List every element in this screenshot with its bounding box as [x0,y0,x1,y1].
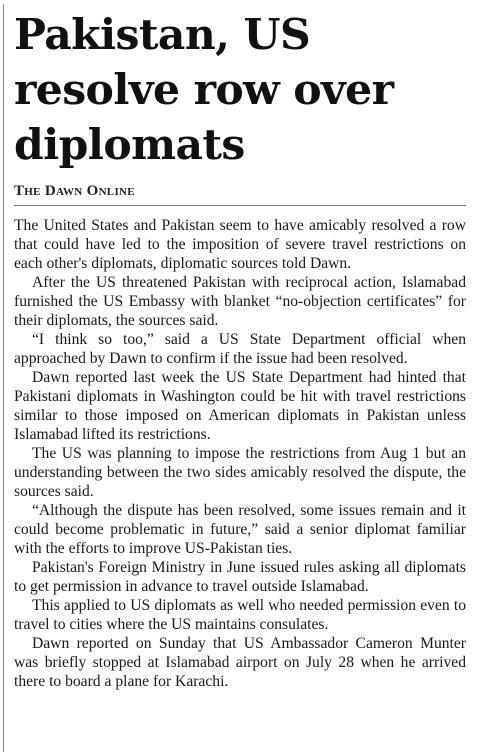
article-paragraph: This applied to US diplomats as well who needed permission even to travel to cities where the US maintains consulates. [14,597,466,633]
article-paragraph: “Although the dispute has been resolved, some issues remain and it could become problematic in future,” said a senior diplomat familiar with the efforts to improve US-Pakistan ties. [14,502,466,557]
column-rule [3,4,4,752]
article-paragraph: The US was planning to impose the restrictions from Aug 1 but an understanding between the two sides amicably resolved the dispute, the sources said. [14,445,466,500]
article-paragraph: After the US threatened Pakistan with reciprocal action, Islamabad furnished the US Embassy with blanket “no-objection certificates” for their diplomats, the sources said. [14,274,466,329]
article-paragraph: Dawn reported on Sunday that US Ambassador Cameron Munter was briefly stopped at Islamabad airport on July 28 when he arrived there to board a plane for Karachi. [14,635,466,690]
article-paragraph: Dawn reported last week the US State Department had hinted that Pakistani diplomats in Washington could be hit with travel restrictions similar to those imposed on American diplomats in Pakistan unless Islamabad lifted its restrictions. [14,369,466,443]
byline: The Dawn Online [14,183,466,206]
article-paragraph: Pakistan's Foreign Ministry in June issued rules asking all diplomats to get permission in advance to travel outside Islamabad. [14,559,466,595]
article-body [14,216,466,691]
article-paragraph: The United States and Pakistan seem to have amicably resolved a row that could have led to the imposition of severe travel restrictions on each other's diplomats, diplomatic sources told Dawn. [14,217,466,272]
news-article [14,8,466,691]
headline: Pakistan, US resolve row over diplomats [14,10,394,170]
article-paragraph: “I think so too,” said a US State Department official when approached by Dawn to confirm if the issue had been resolved. [14,331,466,367]
